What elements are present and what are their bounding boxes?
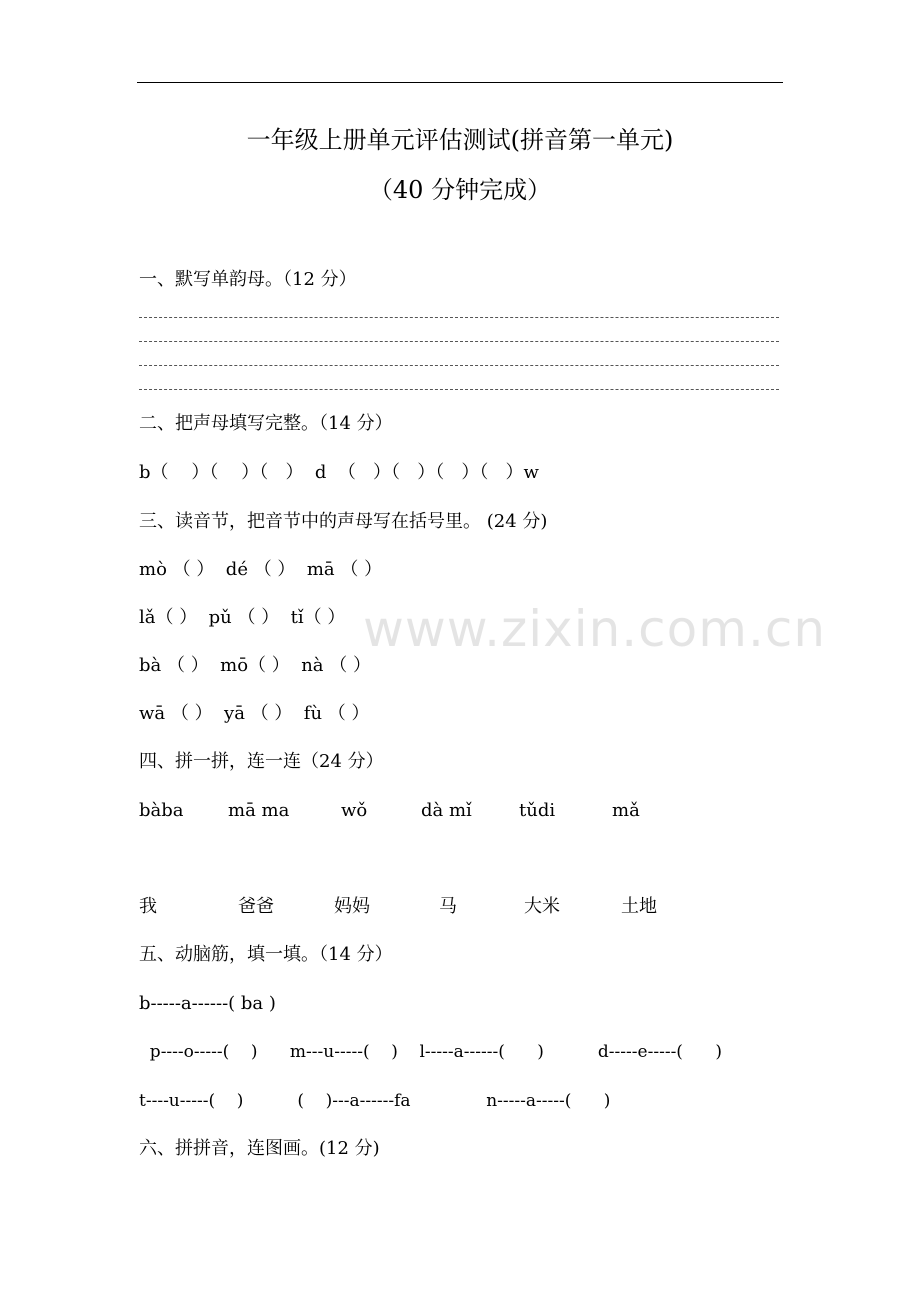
chinese-word: 爸爸 [238, 896, 274, 917]
syllable-line: mò （ ） dé （ ） mā （ ） [139, 559, 383, 580]
section-3-heading: 三、读音节，把音节中的声母写在括号里。 (24 分) [139, 511, 548, 532]
syllable-line: wā （ ） yā （ ） fù （ ） [139, 703, 370, 724]
writing-line [139, 341, 779, 342]
syllable-line: bà （ ） mō（ ） nà （ ） [139, 655, 371, 676]
initials-fill-line: b（ ）（ ）（ ） d （ ）（ ）（ ）（ ）w [139, 462, 539, 483]
pinyin-word: wǒ [341, 800, 368, 821]
pinyin-word: mā ma [228, 800, 290, 821]
chinese-word: 我 [139, 896, 157, 917]
writing-line [139, 317, 779, 318]
chinese-word: 土地 [621, 896, 657, 917]
chinese-word: 马 [439, 896, 457, 917]
section-2-heading: 二、把声母填写完整。（14 分） [139, 413, 393, 434]
spelling-line: t----u-----( ) ( )---a------fa n-----a-----( ) [139, 1091, 611, 1111]
section-5-heading: 五、动脑筋，填一填。（14 分） [139, 944, 393, 965]
pinyin-word: mǎ [612, 800, 640, 821]
chinese-word: 大米 [524, 896, 560, 917]
section-6-heading: 六、拼拼音，连图画。(12 分) [139, 1138, 380, 1159]
writing-line [139, 365, 779, 366]
pinyin-word: dà mǐ [421, 800, 472, 821]
spelling-line: b-----a------( ba ) [139, 993, 276, 1014]
writing-line [139, 389, 779, 390]
watermark: www.zixin.com.cn [363, 600, 827, 658]
top-rule [137, 82, 783, 83]
pinyin-word: bàba [139, 800, 184, 821]
chinese-word: 妈妈 [334, 896, 370, 917]
page-title: 一年级上册单元评估测试(拼音第一单元) [246, 126, 674, 154]
syllable-line: lǎ（ ） pǔ （ ） tǐ（ ） [139, 607, 346, 628]
spelling-line: p----o-----( ) m---u-----( ) l-----a------( ) d-----e-----( ) [139, 1042, 722, 1062]
section-1-heading: 一、默写单韵母。（12 分） [139, 269, 357, 290]
section-4-heading: 四、拼一拼，连一连（24 分） [139, 751, 384, 772]
page-subtitle: （40 分钟完成） [368, 176, 552, 204]
pinyin-word: tǔdi [519, 800, 556, 821]
